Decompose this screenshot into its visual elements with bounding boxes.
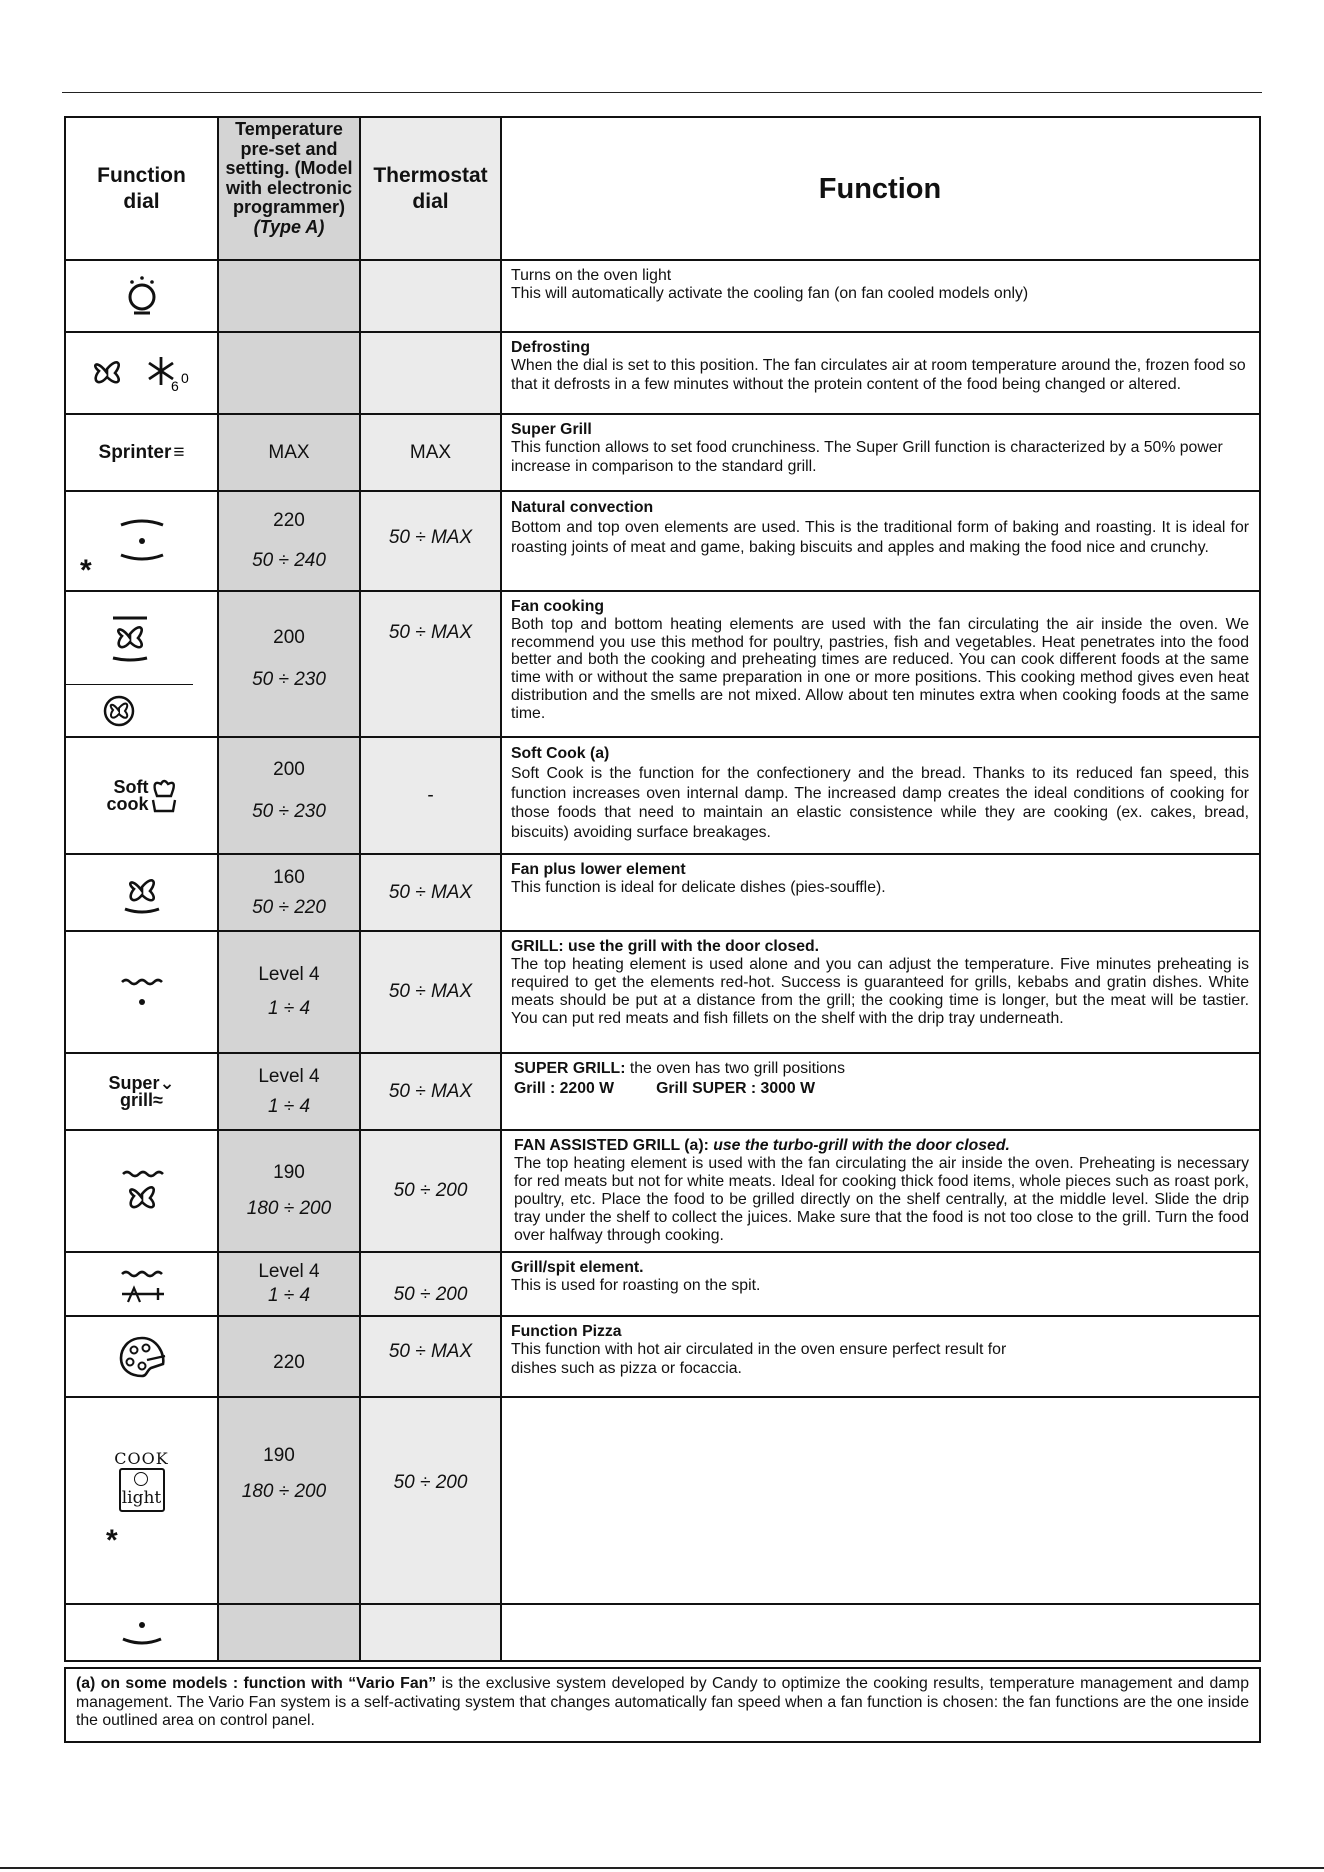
header-temperature: Temperature pre-set and setting. (Model with electronic programmer) (Type A) xyxy=(217,118,359,259)
thermostat-cell: 50 ÷ MAX xyxy=(359,492,500,590)
oven-functions-table xyxy=(64,116,1261,1662)
function-description: Natural convection Bottom and top oven elements are used. This is the traditional form of baking and roasting. It is ideal for roasting joints of meat and game, baking biscuits and apples and making the food nice and crunchy. xyxy=(500,492,1259,590)
table-row xyxy=(66,1396,1259,1603)
fan-cooking-icon xyxy=(66,592,217,736)
function-description: GRILL: use the grill with the door closed. The top heating element is used alone and you can adjust the temperature. Five minutes preheating is required to get the elements red-hot. Success is guaranteed for grills, kebabs and gratin dishes. White meats should be put at a distance from the grill; the cooking time is longer, but the meat will be tastier. You can put red meats and fish fillets on the shelf with the drip tray underneath. xyxy=(500,932,1259,1052)
table-row xyxy=(66,736,1259,853)
temperature-cell: Level 4 1 ÷ 4 xyxy=(217,1253,359,1315)
function-description: Fan cooking Both top and bottom heating elements are used with the fan circulating the air inside the oven. We recommend you use this method for poultry, pastries, fish and vegetables. Heat penetrates into the food better and both the cooking and preheating times are reduced. You can cook different foods at the same time with or without the same preparation in one or more positions. This cooking method gives even heat distribution and the smells are not mixed. Allow about ten minutes extra when cooking foods at the same time. xyxy=(500,592,1259,736)
table-row xyxy=(66,1315,1259,1396)
temperature-cell: 220 xyxy=(217,1317,359,1396)
temperature-cell: Level 4 1 ÷ 4 xyxy=(217,1054,359,1129)
function-description: Grill/spit element. This is used for roasting on the spit. xyxy=(500,1253,1259,1315)
star-mark: * xyxy=(80,554,92,587)
table-row xyxy=(66,490,1259,590)
table-row xyxy=(66,413,1259,490)
defrost-icon xyxy=(66,333,217,413)
thermostat-cell: 50 ÷ 200 xyxy=(359,1131,500,1251)
fan-assisted-grill-icon xyxy=(66,1131,217,1251)
thermostat-cell: 50 ÷ MAX xyxy=(359,1317,500,1396)
grill-icon xyxy=(66,932,217,1052)
header-function-dial: Function dial xyxy=(66,118,217,259)
function-description: SUPER GRILL: the oven has two grill positions Grill : 2200 W Grill SUPER : 3000 W xyxy=(500,1054,1259,1129)
oven-light-icon xyxy=(66,261,217,331)
table-row xyxy=(66,1251,1259,1315)
function-description: Turns on the oven light This will automatically activate the cooling fan (on fan cooled models only) xyxy=(500,261,1259,331)
header-thermostat-dial: Thermostat dial xyxy=(359,118,500,259)
svg-text:0: 0 xyxy=(180,370,189,386)
function-description xyxy=(500,1605,1259,1660)
table-row xyxy=(66,853,1259,930)
table-row xyxy=(66,1129,1259,1251)
table-row xyxy=(66,1603,1259,1660)
natural-convection-icon xyxy=(66,492,217,590)
thermostat-cell: 50 ÷ MAX xyxy=(359,1054,500,1129)
temperature-cell: 160 50 ÷ 220 xyxy=(217,855,359,930)
thermostat-cell: 50 ÷ MAX xyxy=(359,592,500,736)
grill-spit-icon xyxy=(66,1253,217,1315)
circular-fan-icon xyxy=(66,685,217,737)
table-row xyxy=(66,930,1259,1052)
function-description: Fan plus lower element This function is ideal for delicate dishes (pies-souffle). xyxy=(500,855,1259,930)
function-description xyxy=(500,1398,1259,1603)
fan-lower-element-icon xyxy=(66,855,217,930)
table-row xyxy=(66,590,1259,736)
temperature-cell: 190 180 ÷ 200 xyxy=(217,1398,359,1603)
temperature-cell: 200 50 ÷ 230 xyxy=(217,738,359,853)
sprinter-icon: Sprinter ≡ xyxy=(66,415,217,490)
function-description: FAN ASSISTED GRILL (a): use the turbo-grill with the door closed. The top heating element is used with the fan circulating the air inside the oven. Preheating is necessary for red meats but not for white meats. Ideal for cooking thick food items, whole pieces such as roast pork, poultry, etc. Place the food to be grilled directly on the shelf centrally, at the middle level. Slide the drip tray under the shelf to collect the juices. Make sure that the food is not too close to the grill. Turn the food over halfway through cooking. xyxy=(500,1131,1259,1251)
thermostat-cell: 50 ÷ 200 xyxy=(359,1253,500,1315)
cook-light-icon: COOK light * xyxy=(66,1398,217,1603)
temperature-cell: 190 180 ÷ 200 xyxy=(217,1131,359,1251)
thermostat-cell: 50 ÷ 200 xyxy=(359,1398,500,1603)
thermostat-cell: 50 ÷ MAX xyxy=(359,932,500,1052)
table-row xyxy=(66,259,1259,331)
top-rule xyxy=(62,92,1262,93)
header-type-a: (Type A) xyxy=(253,216,325,237)
temperature-cell: MAX xyxy=(217,415,359,490)
table-row xyxy=(66,1052,1259,1129)
thermostat-cell: - xyxy=(359,738,500,853)
soft-cook-icon: Soft cook xyxy=(66,738,217,853)
temperature-cell: 200 50 ÷ 230 xyxy=(217,592,359,736)
vario-fan-footnote: (a) on some models : function with “Vario Fan” is the exclusive system developed by Candy to optimize the cooking results, temperature management and damp management. The Vario Fan system is a self-activating system that changes automatically fan speed when a fan function is chosen: the fan functions are the one inside the outlined area on control panel. xyxy=(64,1667,1261,1743)
super-grill-icon: Super⌄ grill≈ xyxy=(66,1054,217,1129)
star-mark: * xyxy=(106,1524,118,1557)
table-row xyxy=(66,331,1259,413)
bottom-rule xyxy=(0,1867,1324,1869)
temperature-cell: Level 4 1 ÷ 4 xyxy=(217,932,359,1052)
header-function: Function xyxy=(500,118,1259,259)
function-description: Soft Cook (a) Soft Cook is the function for the confectionery and the bread. Thanks to its reduced fan speed, this function increases oven internal damp. The increased damp creates the ideal conditions of cooking for those foods that need to maintain an elastic consistence while they are cooking (ex. cakes, bread, biscuits) avoiding surface breakages. xyxy=(500,738,1259,853)
function-description: Defrosting When the dial is set to this position. The fan circulates air at room temperature around the, frozen food so that it defrosts in a few minutes without the protein content of the food being changed or altered. xyxy=(500,333,1259,413)
thermostat-cell: 50 ÷ MAX xyxy=(359,855,500,930)
lower-element-icon xyxy=(66,1605,217,1660)
pizza-icon xyxy=(66,1317,217,1396)
function-description: Super Grill This function allows to set food crunchiness. The Super Grill function is characterized by a 50% power increase in comparison to the standard grill. xyxy=(500,415,1259,490)
svg-text:6: 6 xyxy=(170,378,179,394)
thermostat-cell: MAX xyxy=(359,415,500,490)
table-header-row xyxy=(66,118,1259,259)
temperature-cell: 220 50 ÷ 240 xyxy=(217,492,359,590)
function-description: Function Pizza This function with hot air circulated in the oven ensure perfect result for dishes such as pizza or focaccia. xyxy=(500,1317,1259,1396)
